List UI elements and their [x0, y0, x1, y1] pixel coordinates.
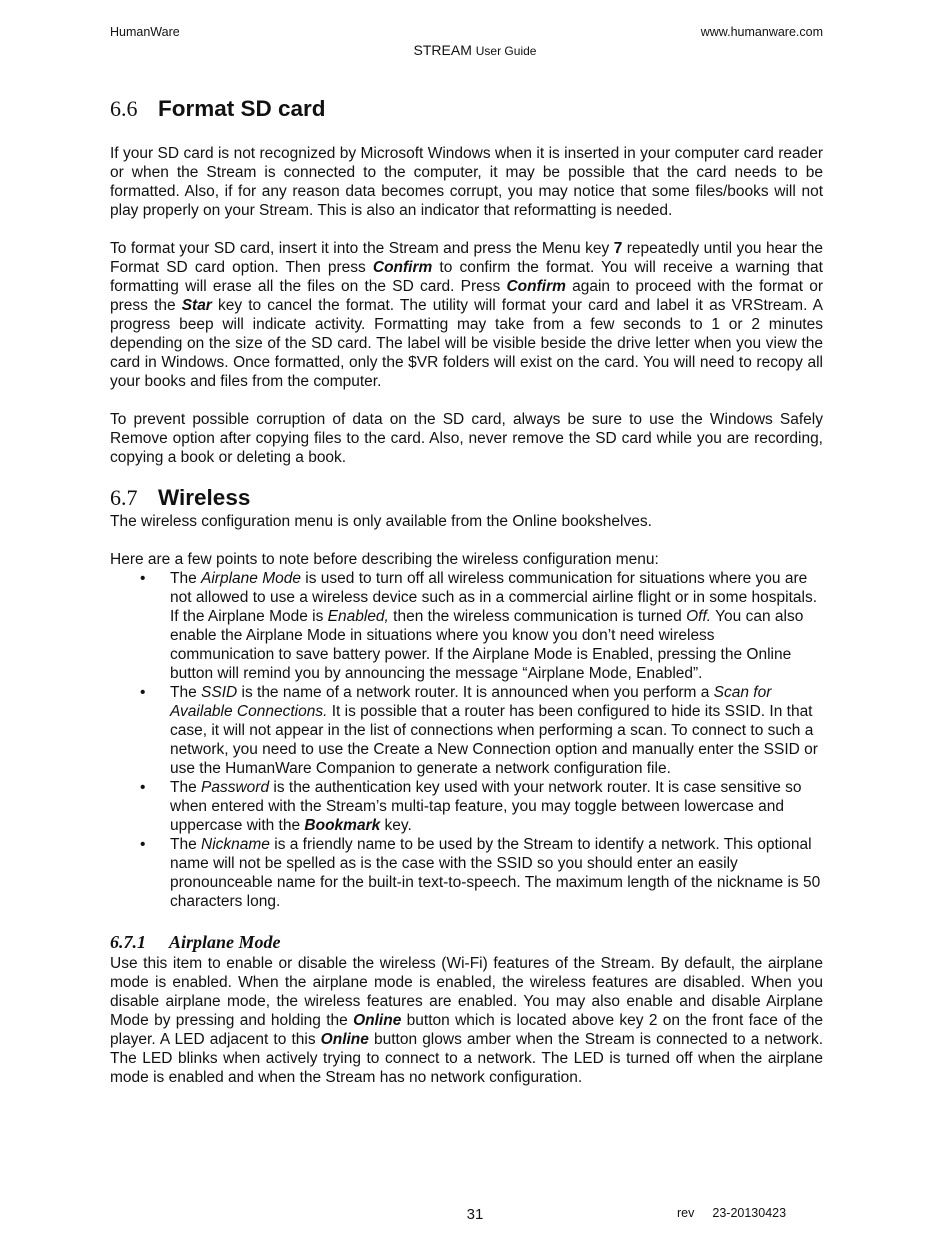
text-run: is a friendly name to be used by the Stream to identify a network. This optional name will not be spelled as is the case with the SSID so you should enter an easily pronounceable name for the built-in text-to-speech. The maximum length of the nickname is 50 characters long.	[170, 836, 821, 910]
text-run: key to cancel the format. The utility will format your card and label it as VRStream. A progress beep will indicate activity. Formatting may take from a few seconds to 1 or 2 minutes depending on the size of the SD card. The label will be visible beside the drive letter when you view the card in Windows. Once formatted, only the $VR folders will exist on the card. You will need to recopy all your books and files from the computer.	[110, 297, 823, 390]
section-heading-wireless	[110, 485, 823, 511]
text-run: again to proceed with the format or press the	[110, 278, 823, 314]
list-item-airplane-mode	[110, 569, 823, 683]
bullet-icon: •	[140, 570, 146, 587]
list-item-password	[110, 778, 823, 835]
page-number: 31	[466, 1206, 484, 1223]
term-off: Off.	[686, 608, 712, 625]
paragraph-wireless-points-intro: Here are a few points to note before describing the wireless configuration menu:	[110, 551, 659, 568]
header-doc-title	[0, 42, 950, 58]
term-scan-connections: Scan for Available Connections.	[170, 684, 772, 720]
section-title: Format SD card	[158, 96, 326, 121]
section-number: 6.6	[110, 96, 138, 121]
bullet-icon: •	[140, 836, 146, 853]
section-title: Wireless	[158, 485, 251, 510]
term-enabled: Enabled,	[327, 608, 389, 625]
header-company: HumanWare	[110, 25, 180, 39]
paragraph-sd-not-recognized: If your SD card is not recognized by Microsoft Windows when it is inserted in your computer card reader or when the Stream is connected to the computer, it may be possible that the card needs to be formatted. Also, if for any reason data becomes corrupt, you may notice that some files/books will not play properly on your Stream. This is also an indicator that reformatting is needed.	[110, 145, 823, 219]
text-run: button which is located above key 2 on the front face of the player. A LED adjacent to this	[110, 1012, 824, 1048]
paragraph-wireless-availability: The wireless configuration menu is only available from the Online bookshelves.	[110, 513, 652, 530]
section-heading-format-sd	[110, 96, 823, 122]
list-item-nickname	[110, 835, 823, 911]
menu-key-label: 7	[613, 240, 623, 257]
text-run: is used to turn off all wireless communication for situations where you are not allowed to use a wireless device such as in a commercial airline flight or in some hospitals. If the Airplane Mode is	[170, 570, 817, 625]
text-run: You can also enable the Airplane Mode in situations where you know you don’t need wireless communication to save battery power. If the Airplane Mode is Enabled, pressing the Online button will remind you by announcing the message “Airplane Mode, Enabled”.	[170, 608, 804, 682]
text-run: is the name of a network router. It is announced when you perform a	[237, 684, 714, 701]
text-run: button glows amber when the Stream is connected to a network. The LED blinks when actively trying to connect to a network. The LED is turned off when the airplane mode is enabled and when the Stream has no network configuration.	[110, 1031, 824, 1086]
term-airplane-mode: Airplane Mode	[201, 570, 301, 587]
page-body	[110, 92, 823, 1087]
text-run: The	[170, 684, 202, 701]
bookmark-key-label: Bookmark	[304, 817, 381, 834]
revision-code: 23-20130423	[712, 1206, 787, 1220]
bullet-icon: •	[140, 779, 146, 796]
text-run: The	[170, 570, 202, 587]
star-key-label: Star	[181, 297, 212, 314]
bullet-icon: •	[140, 684, 146, 701]
revision-info	[677, 1206, 786, 1220]
confirm-key-label: Confirm	[506, 278, 566, 295]
text-run: is the authentication key used with your network router. It is case sensitive so when entered with the Stream’s multi-tap feature, you may toggle between lowercase and uppercase with the	[170, 779, 802, 834]
text-run: It is possible that a router has been configured to hide its SSID. In that case, it will not appear in the list of connections when performing a scan. To connect to such a network, you need to use the Create a New Connection option and manually enter the SSID or use the HumanWare Companion to generate a network configuration file.	[170, 703, 818, 777]
subsection-heading-airplane-mode	[110, 932, 823, 953]
subsection-number: 6.7.1	[110, 932, 146, 952]
text-run: to confirm the format. You will receive a warning that formatting will erase all the files on the SD card. Press	[110, 259, 823, 295]
paragraph-prevent-corruption: To prevent possible corruption of data on the SD card, always be sure to use the Windows Safely Remove option after copying files to the card. Also, never remove the SD card while you are recording, copying a book or deleting a book.	[110, 411, 823, 466]
header-title-main: STREAM	[413, 42, 472, 58]
text-run: then the wireless communication is turned	[388, 608, 687, 625]
paragraph-airplane-mode	[110, 954, 823, 1087]
text-run: repeatedly until you hear the Format SD card option. Then press	[110, 240, 823, 276]
online-button-label: Online	[320, 1031, 369, 1048]
text-run: The	[170, 779, 202, 796]
list-item-ssid	[110, 683, 823, 778]
term-password: Password	[201, 779, 270, 796]
text-run: The	[170, 836, 202, 853]
paragraph-format-procedure	[110, 239, 823, 391]
online-button-label: Online	[353, 1012, 402, 1029]
term-nickname: Nickname	[201, 836, 270, 853]
wireless-points-list	[110, 569, 823, 911]
text-run: key.	[380, 817, 412, 834]
revision-label: rev	[677, 1206, 695, 1220]
subsection-title: Airplane Mode	[169, 932, 281, 952]
section-number: 6.7	[110, 485, 138, 510]
header-website: www.humanware.com	[700, 25, 823, 39]
confirm-key-label: Confirm	[372, 259, 433, 276]
term-ssid: SSID	[201, 684, 238, 701]
text-run: To format your SD card, insert it into the Stream and press the Menu key	[110, 240, 614, 257]
text-run: Use this item to enable or disable the wireless (Wi-Fi) features of the Stream. By default, the airplane mode is enabled. When the airplane mode is enabled, the wireless features are disabled. When you disable airplane mode, the wireless features are enabled. You may also enable and disable Airplane Mode by pressing and holding the	[110, 955, 823, 1029]
header-title-sub: User Guide	[475, 44, 537, 58]
